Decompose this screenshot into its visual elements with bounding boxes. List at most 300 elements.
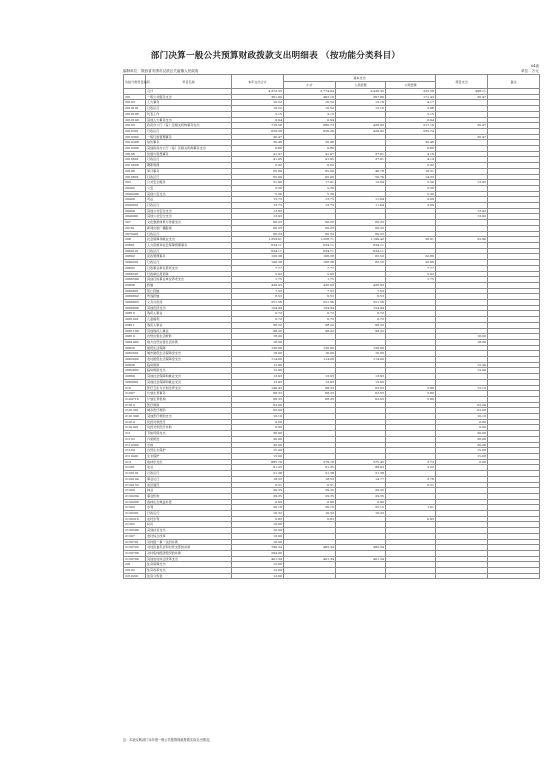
cell-value: 0.80 [232,146,284,152]
cell-value: 5.92 [386,271,436,277]
cell-name: 审计事务 [146,168,232,174]
cell-name: 政府办公厅（室）及相关机构事务支出 [146,123,232,129]
cell-value: 401.34 [284,556,336,562]
cell-code: 21307 [124,533,146,539]
cell-code: 2130301 [124,511,146,517]
cell-code: 2130799 [124,556,146,562]
cell-name: 行政单位离退休 [146,271,232,277]
cell-value: 3,436.35 [336,89,386,95]
cell-value: 0.02 [386,163,436,169]
cell-value: 11.64 [336,197,386,203]
cell-value: 0.94 [232,117,284,123]
cell-value: 0.83 [284,516,336,522]
cell-value: 13.93 [232,374,284,380]
cell-value: 420.93 [336,282,386,288]
cell-value: 30.47 [232,134,284,140]
cell-value: 60.23 [284,231,336,237]
cell-value: 482.34 [284,545,336,551]
cell-code: 2130701 [124,539,146,545]
cell-value: 4.17 [386,100,436,106]
cell-code: 211 [124,431,146,437]
cell-name: 林业 [146,488,232,494]
cell-value: 10.52 [232,106,284,112]
cell-value: 30.47 [436,94,488,100]
cell-value: 5.80 [386,396,436,402]
cell-code: 2010801 [124,174,146,180]
cell-value: 5.30 [386,180,436,186]
cell-value: 21.38 [336,471,386,477]
cell-code: 21303 [124,505,146,511]
cell-value: 62.00 [232,408,284,414]
cell-value: 68.33 [284,385,336,391]
cell-value: 0.72 [232,317,284,323]
cell-code: 20106 [124,151,146,157]
cell-value: 5.30 [284,185,336,191]
cell-code: 20808 [124,282,146,288]
cell-value: 7.77 [284,265,336,271]
cell-code: 2130204 [124,493,146,499]
cell-name: 公共安全服务 [146,180,232,186]
cell-value: 10.10 [436,414,488,420]
cell-code: 20103 [124,100,146,106]
cell-value: 13.93 [436,180,488,186]
cell-name: 行政运行 [146,106,232,112]
cell-value: 7.53 [284,288,336,294]
cell-value: 29.35 [232,488,284,494]
cell-name: 自然生态保护 [146,448,232,454]
cell-code: 20828 [124,362,146,368]
cell-value: 0.72 [336,317,386,323]
cell-value: 60.23 [232,231,284,237]
cell-code: 207 [124,220,146,226]
cell-name: 其他社会保障和就业支出 [146,374,232,380]
table-number: 04表 [530,64,539,68]
cell-value: 15.00 [436,448,488,454]
cell-value: 686.72 [284,123,336,129]
cell-name: 行政运行 [146,231,232,237]
cell-code: 2081001 [124,317,146,323]
cell-name: 其他优抚支出 [146,305,232,311]
cell-name: 农村最低生活保障金支出 [146,357,232,363]
cell-value: 2.15 [232,111,284,117]
cell-code: 21301 [124,465,146,471]
cell-value: 0.51 [386,482,436,488]
cell-value: 4,373.35 [232,89,284,95]
cell-value: 25.15 [336,505,386,511]
cell-value: 18.00 [232,339,284,345]
header-public: 公用经费 [386,82,436,89]
cell-value: 0.00 [436,419,488,425]
cell-name: 公安 [146,185,232,191]
cell-value: 29.35 [232,493,284,499]
cell-value: 10.52 [232,100,284,106]
cell-name: 城乡医疗救助 [146,408,232,414]
cell-value: 0.00 [232,499,284,505]
cell-value: 6.53 [232,294,284,300]
cell-value: 5.80 [386,391,436,397]
cell-value: 0.83 [386,516,436,522]
cell-code: 2080501 [124,271,146,277]
cell-code: 201 [124,94,146,100]
cell-value: 0.00 [336,499,386,505]
cell-value: 30.47 [436,123,488,129]
cell-value: 14.33 [386,174,436,180]
cell-code: 21103 [124,436,146,442]
cell-code: 20802 [124,254,146,260]
cell-value: 0.83 [232,516,284,522]
cell-value: 26.16 [232,505,284,511]
cell-value: 217.16 [386,123,436,129]
cell-name: 伤残抚恤 [146,294,232,300]
cell-name: 行政运行 [146,511,232,517]
cell-name: 其他行政事业单位养老支出 [146,277,232,283]
cell-name: 城市最低生活保障金支出 [146,351,232,357]
cell-value: 14.77 [336,476,386,482]
cell-value: 0.51 [232,482,284,488]
cell-value: 62.63 [336,385,386,391]
cell-value: 2.09 [386,197,436,203]
cell-value: 83.52 [336,260,386,266]
cell-value: 62.00 [436,402,488,408]
cell-name: 行政运行 [146,260,232,266]
cell-value: 375.45 [336,459,386,465]
cell-value: 379.18 [284,459,336,465]
cell-value: 0.72 [284,317,336,323]
cell-value: 130.00 [336,345,386,351]
cell-value: 251.56 [232,300,284,306]
cell-value: 12.90 [232,362,284,368]
cell-value: 2.98 [386,106,436,112]
cell-value: 30.46 [284,140,336,146]
cell-code: 2130101 [124,471,146,477]
cell-value: 106.38 [232,260,284,266]
cell-value: 3,774.94 [284,89,336,95]
cell-value: 13.93 [284,379,336,385]
cell-name: 民政管理事务 [146,254,232,260]
cell-value: 18.53 [232,476,284,482]
cell-value: 65.09 [284,174,336,180]
cell-value: 634.11 [284,248,336,254]
cell-code: 20811 [124,322,146,328]
cell-name: 抚恤 [146,282,232,288]
cell-name: 农村水利 [146,516,232,522]
cell-name: 行政运行 [146,471,232,477]
footnote: 注：本表反映部门本年度一般公共预算财政拨款实际支出情况。 [123,738,213,742]
cell-value: 21.38 [232,471,284,477]
cell-name: 优抚对象医疗补助 [146,425,232,431]
cell-value: 62.63 [336,396,386,402]
cell-code: 2082802 [124,368,146,374]
cell-value: 13.73 [232,203,284,209]
cell-value: 7.77 [232,265,284,271]
cell-name: 对村集体经济组织的补助 [146,550,232,556]
cell-value: 13.93 [336,374,386,380]
cell-code: 21007 [124,391,146,397]
cell-name: 一般公共服务支出 [146,94,232,100]
cell-name: 事业机构 [146,493,232,499]
cell-value: 16.00 [284,351,336,357]
cell-name: 新闻出版广播影视 [146,225,232,231]
cell-code: 2101301 [124,408,146,414]
cell-value: 0.02 [284,163,336,169]
cell-value: 0.80 [284,146,336,152]
cell-value: 18.00 [436,334,488,340]
cell-value: 1,259.61 [232,237,284,243]
cell-value: 98.22 [336,328,386,334]
cell-name: 一般行政管理事务 [146,134,232,140]
unit-label: 单位：万元 [521,69,539,73]
cell-value: 0.00 [436,459,488,465]
cell-value [284,573,336,579]
cell-name: 生态保护 [146,454,232,460]
cell-value: 7.53 [336,288,386,294]
cell-code: 20810 [124,311,146,317]
cell-value: 130.00 [284,345,336,351]
cell-value: 3.73 [386,459,436,465]
cell-code: 21014 [124,419,146,425]
cell-code: 2130599 [124,528,146,534]
cell-value: 4.14 [386,157,436,163]
cell-name: 对村级一事一议的补助 [146,539,232,545]
cell-value: 1.01 [386,505,436,511]
cell-value: 29.35 [284,493,336,499]
cell-value: 13.73 [232,197,284,203]
cell-value: 13.93 [232,379,284,385]
cell-name: 最低生活保障 [146,345,232,351]
cell-name: 事业运行 [146,476,232,482]
cell-value: 7.53 [232,288,284,294]
cell-code: 2210201 [124,573,146,579]
cell-code: 2080802 [124,294,146,300]
cell-value: 13.93 [436,214,488,220]
cell-code: 2101399 [124,414,146,420]
cell-value: 13.93 [232,214,284,220]
cell-value: 65.09 [284,168,336,174]
cell-code: 2080599 [124,277,146,283]
cell-value: 16.32 [336,511,386,517]
cell-value: 16.00 [336,351,386,357]
cell-value: 0.72 [284,311,336,317]
cell-value: 235.74 [386,128,436,134]
cell-value: 130.00 [232,345,284,351]
cell-value: 5.92 [284,271,336,277]
cell-value: 16.32 [284,511,336,517]
cell-value: 98.22 [284,328,336,334]
cell-code: 20402 [124,185,146,191]
cell-value: 10.52 [284,100,336,106]
cell-value: 98.22 [232,328,284,334]
cell-value: 5.92 [232,271,284,277]
cell-value: 18.31 [386,168,436,174]
cell-name: 文化旅游体育与传媒支出 [146,220,232,226]
cell-name: 农业 [146,465,232,471]
cell-value: 13.16 [336,106,386,112]
cell-value: 6.53 [284,294,336,300]
cell-value: 0.94 [284,117,336,123]
cell-value: 1.75 [386,277,436,283]
cell-code: 2130153 [124,482,146,488]
cell-value: 114.00 [336,357,386,363]
cell-code: 2082002 [124,357,146,363]
cell-value: 13.16 [336,100,386,106]
cell-value: 251.56 [284,300,336,306]
cell-name: 计划生育事务 [146,391,232,397]
cell-value: 68.33 [284,396,336,402]
cell-value: 62.63 [336,391,386,397]
cell-code: 210 [124,385,146,391]
cell-value: 5.30 [284,191,336,197]
cell-code: 2130706 [124,550,146,556]
cell-name: 人力资源和社会保障管理事务 [146,242,232,248]
cell-code: 2010101 [124,106,146,112]
cell-value: 41.95 [284,157,336,163]
cell-value: 83.52 [336,254,386,260]
cell-code: 20406 [124,197,146,203]
cell-value: 106.38 [284,254,336,260]
cell-value: 30.00 [232,431,284,437]
cell-value: 1.75 [232,277,284,283]
header-total: 本年支出合计 [232,75,284,89]
cell-value: 5.80 [386,385,436,391]
cell-value: 30.46 [232,140,284,146]
cell-name: 义务兵优待 [146,300,232,306]
cell-code: 2010108 [124,111,146,117]
cell-name: 水利 [146,505,232,511]
cell-value: 29.35 [336,493,386,499]
cell-code: 2130705 [124,545,146,551]
cell-name: 其他政府办公厅（室）及相关机构事务支出 [146,146,232,152]
cell-value: 12.90 [436,362,488,368]
cell-code: 2010601 [124,157,146,163]
cell-value: 10.52 [284,106,336,112]
cell-value: 29.35 [336,488,386,494]
cell-code: 2082001 [124,351,146,357]
cell-code: 2100716 [124,396,146,402]
cell-value: 13.93 [284,374,336,380]
cell-name: 对村民委员会和村党支部的补助 [146,545,232,551]
cell-name: 节能环保支出 [146,431,232,437]
cell-code: 2010302 [124,134,146,140]
cell-value: 10.00 [232,522,284,528]
cell-value: 17.91 [284,180,336,186]
cell-value: 12.00 [232,573,284,579]
cell-value: 5.30 [386,185,436,191]
cell-name: 行政运行 [146,203,232,209]
cell-value: 18.53 [284,476,336,482]
cell-value: 37.81 [336,157,386,163]
header-personnel: 人员经费 [336,82,386,89]
cell-value: 10.00 [232,528,284,534]
cell-value: 420.93 [232,282,284,288]
cell-value: 361.90 [232,94,284,100]
cell-name: 儿童福利 [146,317,232,323]
cell-name: 其他医疗救助支出 [146,414,232,420]
cell-code: 2101401 [124,425,146,431]
cell-name: 住房保障支出 [146,562,232,568]
cell-code: 213 [124,459,146,465]
header-name: 科目名称 [146,75,232,89]
cell-value: 41.97 [284,151,336,157]
cell-code: 2010608 [124,163,146,169]
cell-code: 2081902 [124,339,146,345]
cell-value: 50.76 [336,174,386,180]
cell-value [336,573,386,579]
cell-value: 30.00 [436,431,488,437]
cell-value: 401.34 [336,556,386,562]
cell-value: 30.00 [436,442,488,448]
cell-code: 20499 [124,208,146,214]
header-code: 功能分类科目编码 [124,75,146,89]
cell-value: 10.10 [232,414,284,420]
cell-value: 0.94 [386,117,436,123]
cell-value: 30.00 [232,442,284,448]
cell-code: 2010399 [124,146,146,152]
cell-code: 203 [124,180,146,186]
cell-code: 2110401 [124,454,146,460]
cell-value: 0.00 [232,425,284,431]
cell-name: 农林水支出 [146,459,232,465]
cell-value: 10.00 [232,533,284,539]
cell-code: 2080101 [124,248,146,254]
cell-name: 行政运行 [146,157,232,163]
cell-name: 行政事业单位养老支出 [146,265,232,271]
cell-name: 临时救助支出 [146,368,232,374]
cell-code: 2080801 [124,288,146,294]
cell-value: 114.00 [232,357,284,363]
cell-code: 2010199 [124,117,146,123]
cell-name: 优抚对象医疗 [146,419,232,425]
cell-value: 154.94 [336,305,386,311]
cell-name: 其他公共安全支出 [146,208,232,214]
cell-code: 2040299 [124,191,146,197]
cell-value: 13.73 [284,203,336,209]
cell-code: 20701 [124,225,146,231]
cell-value: 62.00 [436,408,488,414]
cell-code: 20103 [124,123,146,129]
cell-value: 62.00 [232,402,284,408]
cell-value: 41.95 [232,157,284,163]
cell-value: 60.23 [336,225,386,231]
cell-code: 2010308 [124,140,146,146]
cell-code: 2130104 [124,476,146,482]
expenditure-table [123,74,540,579]
cell-value: 426.92 [336,128,386,134]
cell-value: 12.90 [232,368,284,374]
cell-value: 154.94 [284,305,336,311]
cell-value: 171.43 [386,94,436,100]
cell-name: 代表工作 [146,111,232,117]
cell-code: 2110302 [124,442,146,448]
cell-value: 29.35 [284,488,336,494]
cell-name: 其他社会保障和就业支出 [146,379,232,385]
cell-value: 294.00 [232,550,284,556]
cell-value: 65.09 [232,168,284,174]
cell-name: 住房改革支出 [146,568,232,574]
cell-value: 0.72 [336,311,386,317]
cell-value: 7.77 [386,265,436,271]
cell-value: 91.25 [284,465,336,471]
cell-value: 656.26 [232,128,284,134]
cell-value: 18.00 [436,339,488,345]
cell-code: 2080803 [124,300,146,306]
cell-value: 0.00 [436,425,488,431]
cell-value: 251.56 [336,300,386,306]
cell-name: 其他农村综合改革支出 [146,556,232,562]
cell-code: 2080201 [124,260,146,266]
cell-value: 3.22 [386,465,436,471]
cell-value: 2.15 [284,111,336,117]
cell-value: 22.86 [386,260,436,266]
